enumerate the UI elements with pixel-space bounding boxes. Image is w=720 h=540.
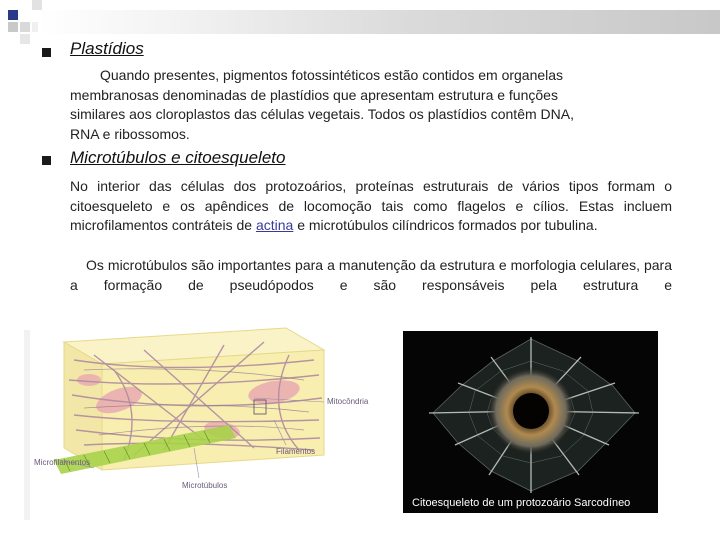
paragraph-text: No interior das células dos protozoários, proteínas estruturais de vários tipos formam o citoesqueleto e os apêndices de locomoção tais como flagelos e cílios. Estas incluem microfilamentos contráteis de — [70, 178, 672, 233]
paragraph-line: Quando presentes, pigmentos fotossintéticos estão contidos em organelas — [100, 67, 564, 83]
sarcodine-photo — [403, 331, 658, 513]
cytoskeleton-illustration — [24, 320, 400, 525]
section-heading-plastidios: Plastídios — [70, 39, 144, 58]
paragraph-line: similares aos cloroplastos das células vegetais. Todos os plastídios contêm DNA, — [70, 106, 574, 122]
cytoskeleton-diagram — [24, 320, 400, 525]
paragraph-line: RNA e ribossomos. — [70, 125, 190, 142]
bullet-icon — [42, 156, 51, 165]
label-microfilamentos: Microfilamentos — [34, 458, 91, 467]
section-heading-microtubulos: Microtúbulos e citoesqueleto — [70, 148, 286, 167]
citoesqueleto-paragraph-2 — [70, 256, 672, 295]
radiolarian-skeleton-image — [403, 331, 658, 513]
photo-caption: Citoesqueleto de um protozoário Sarcodíneo — [412, 497, 631, 509]
plastidios-paragraph — [70, 66, 672, 144]
citoesqueleto-paragraph-1 — [70, 177, 672, 236]
label-microtubulos: Microtúbulos — [182, 481, 228, 490]
actina-link[interactable]: actina — [255, 217, 294, 233]
header-gradient-bar — [38, 10, 720, 34]
label-mitocondria: Mitocôndria — [327, 397, 369, 406]
paragraph-text: e microtúbulos cilíndricos formados por tubulina. — [293, 217, 598, 233]
paragraph-line: membranosas denominadas de plastídios que apresentam estrutura e funções — [70, 86, 558, 103]
paragraph-text: Os microtúbulos são importantes para a manutenção da estrutura e morfologia celulares, para a formação de pseudópodos e são responsáveis pela estrutura e — [70, 257, 672, 293]
label-filamentos: Filamentos — [276, 447, 316, 456]
bullet-icon — [42, 48, 51, 57]
